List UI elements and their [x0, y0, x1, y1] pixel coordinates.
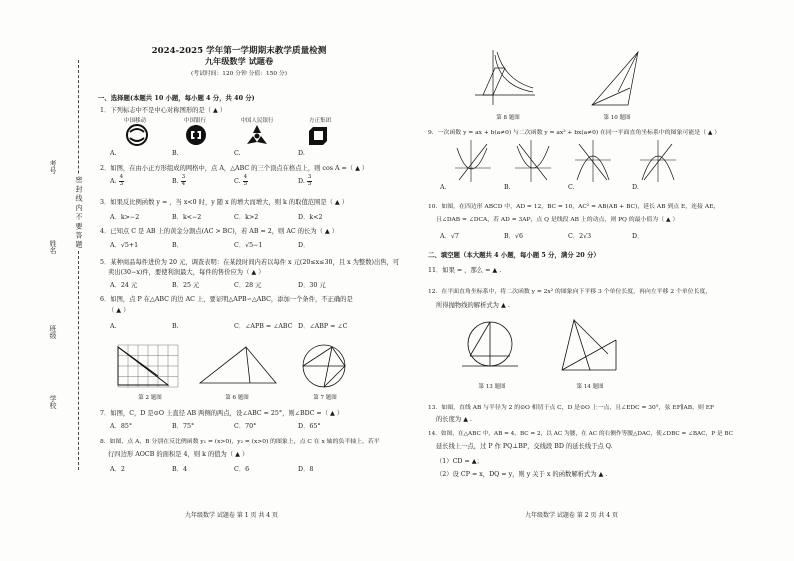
q12-stem: 12．在平面直角坐标系中，将二次函数 y = 2x² 的图象向下平移 3 个单位长度，再向左平移 2 个单位长度，: [428, 289, 712, 295]
q2-option-c[interactable]: C.: [234, 177, 241, 185]
q3-options: [110, 212, 323, 221]
figure-q13-circle: [462, 318, 518, 374]
q3-option-d[interactable]: D．k<2: [298, 214, 323, 221]
q9-graph-a: [455, 140, 491, 182]
q5-option-a[interactable]: A．24 元: [110, 282, 138, 289]
q2-options: [110, 175, 312, 187]
q5-option-b[interactable]: B．25 元: [172, 282, 200, 289]
peoples-bank-logo-icon: [246, 124, 268, 146]
founder-group-logo-icon: [308, 124, 330, 146]
bank-of-china-logo-icon: [185, 124, 207, 146]
caption-q10: 第 10 题图: [603, 115, 631, 121]
q7-option-a[interactable]: A．85°: [110, 423, 133, 430]
section2-heading: 二、填空题（本大题共 4 小题，每小题 5 分，满分 20 分）: [428, 251, 600, 259]
q3-option-a[interactable]: A．k>−2: [110, 214, 140, 221]
q1-stem: 1．下列标志中不是中心对称图形的是（ ▲ ）: [100, 107, 227, 114]
figure-q8-graph: [475, 50, 535, 105]
china-mobile-logo-icon: [126, 124, 148, 146]
q8-stem: 8．如图，点 A，B 分别在反比例函数 y₁ = (x>0)，y₂ = (x>0) 的图象上，点 C 在 x 轴的负半轴上，若平: [100, 439, 380, 445]
q9-graph-b: [515, 140, 551, 182]
logo-label-b: 中国银行: [183, 118, 206, 124]
q9-option-a[interactable]: A.: [440, 184, 447, 191]
q1-option-c[interactable]: C.: [234, 150, 241, 157]
caption-q14: 第 14 题图: [576, 384, 604, 390]
q8-option-d[interactable]: D．8: [298, 466, 314, 473]
exam-subtitle: 九年级数学 试题卷: [204, 56, 274, 66]
q2-option-a[interactable]: A.: [110, 177, 117, 185]
q4-option-d[interactable]: D．: [298, 242, 310, 249]
q3-option-b[interactable]: B．k<−2: [172, 214, 202, 221]
q3-stem: 3．如果反比例函数 y = ，当 x<0 时，y 随 x 的增大而增大，则 k 的取值范围是（ ▲ ）: [100, 199, 349, 206]
footer-page-1: 九年级数学 试题卷 第 1 页 共 4 页: [185, 512, 278, 519]
caption-q2: 第 2 题图: [138, 395, 162, 401]
q6-option-b[interactable]: B.: [172, 323, 179, 330]
caption-q6: 第 6 题图: [225, 395, 249, 401]
q8-stem-cont: 行四边形 AOCB 的面积是 4，则 k 的值为（ ▲ ）: [108, 451, 249, 458]
logo-label-d: 方正集团: [308, 118, 331, 124]
exam-meta: (考试时间：120 分钟 分值：150 分): [191, 71, 287, 77]
figure-q10-quad: [590, 50, 640, 108]
q10-option-c[interactable]: C．2√3: [568, 233, 592, 240]
q10-option-a[interactable]: A．√7: [440, 233, 459, 240]
q9-graph-d: [640, 140, 676, 182]
q6-option-c[interactable]: C．∠APB = ∠ABC: [234, 323, 293, 330]
q10-option-d[interactable]: D．: [632, 233, 644, 240]
q8-option-c[interactable]: C．6: [234, 466, 250, 473]
caption-q8: 第 8 题图: [496, 115, 520, 121]
q5-option-d[interactable]: D．30 元: [298, 282, 326, 289]
q8-option-b[interactable]: B．4: [172, 466, 187, 473]
q6-stem-cont: （ ▲ ）: [108, 307, 130, 314]
q4-option-c[interactable]: C．√5−1: [234, 242, 263, 249]
q1-option-a[interactable]: A.: [110, 150, 117, 157]
q1-options: [110, 150, 305, 157]
q7-option-c[interactable]: C．70°: [234, 423, 257, 430]
student-id-label: 考号: [49, 160, 57, 174]
q7-option-b[interactable]: B．75°: [172, 423, 195, 430]
footer-page-2: 九年级数学 试题卷 第 2 页 共 4 页: [525, 512, 618, 519]
q6-option-a[interactable]: A.: [110, 323, 117, 330]
exam-title: 2024-2025 学年第一学期期末教学质量检测: [151, 46, 327, 56]
q2-option-b[interactable]: B.: [172, 177, 179, 185]
q12-stem-cont: 所得抛物线的解析式为 ▲ .: [436, 302, 510, 309]
class-label: 班级: [49, 325, 57, 339]
q6-options: [110, 321, 347, 330]
q2-frac-a: $\frac{4}{3}$: [119, 174, 124, 187]
q3-option-c[interactable]: C．k>2: [234, 214, 259, 221]
q10-stem-cont: 且∠DAB = ∠DCA，若 AD = 3AP，点 Q 是线段 AB 上的动点，则 PQ 的最小值为（ ▲ ）: [436, 217, 679, 223]
q10-options: [440, 231, 643, 240]
q14-stem: 14．如图，在△ABC 中，AB = 4，BC = 2，以 AC 为腰，在 AC 的右侧作等腰△DAC，使∠DBC = ∠BAC，P 是 BC: [428, 431, 733, 437]
q13-stem: 13．如图，直线 AB 与半径为 2 的⊙O 相切于点 C，D 是⊙O 上一点，且∠EDC = 30°，弦 EF∥AB，则 EF: [428, 405, 715, 411]
q6-option-d[interactable]: D．∠ABP = ∠C: [298, 323, 348, 330]
q10-option-b[interactable]: B．√6: [504, 233, 523, 240]
q4-options: [110, 240, 309, 249]
q4-option-a[interactable]: A．√5+1: [110, 242, 139, 249]
seal-dashed-line: [78, 60, 79, 470]
q8-options: [110, 464, 313, 473]
figure-q6-triangle: [198, 345, 278, 387]
q2-option-d[interactable]: D.: [298, 177, 305, 185]
q9-graph-c: [575, 140, 611, 182]
caption-q13: 第 13 题图: [478, 384, 506, 390]
q5-option-c[interactable]: C．28 元: [234, 282, 262, 289]
q7-options: [110, 421, 321, 430]
q1-option-d[interactable]: D.: [298, 150, 305, 157]
q9-options: [440, 184, 639, 191]
q2-stem: 2．如图，在由小正方形组成的网格中，点 A，△ABC 的三个顶点在格点上，则 cos A =（ ▲ ）: [100, 165, 369, 172]
q9-stem: 9．一次函数 y = ax + b(a≠0) 与二次函数 y = ax² + bx(a≠0) 在同一平面直角坐标系中的图象可能是（ ▲ ）: [428, 130, 721, 136]
q2-frac-b: $\frac{3}{4}$: [181, 174, 186, 187]
q4-option-b[interactable]: B．: [172, 242, 183, 249]
logo-label-c: 中国人民银行: [240, 118, 274, 124]
figure-q7-circle: [300, 343, 348, 389]
q9-option-c[interactable]: C.: [568, 184, 575, 191]
q4-stem: 4．已知点 C 是 AB 上的黄金分割点(AC > BC)，若 AB = 2，则 AC 的长为（ ▲ ）: [100, 228, 339, 235]
caption-q7: 第 7 题图: [313, 395, 337, 401]
q7-option-d[interactable]: D．65°: [298, 423, 321, 430]
seal-notice: 密 封 线 内 不 要 答 题: [75, 176, 83, 248]
figure-q2-grid: [118, 345, 178, 387]
q1-option-b[interactable]: B.: [172, 150, 179, 157]
q9-option-b[interactable]: B.: [504, 184, 511, 191]
q2-frac-c: $\frac{4}{5}$: [243, 174, 248, 187]
q13-stem-cont: 的长度为 ▲ .: [436, 416, 473, 423]
logo-label-a: 中国移动: [123, 118, 146, 124]
q5-stem-cont: 卖出(30−x)件，要使利润最大，每件的售价应为（ ▲ ）: [108, 269, 265, 276]
q2-frac-d: $\frac{3}{5}$: [307, 174, 312, 187]
q8-option-a[interactable]: A．2: [110, 466, 125, 473]
q7-stem: 7．如图，C，D 是⊙O 上直径 AB 两侧的两点，设∠ABC = 25°，则∠BDC =（ ▲ ）: [100, 410, 344, 417]
q9-option-d[interactable]: D.: [632, 184, 639, 191]
q10-stem: 10．如图，在四边形 ABCD 中，AD = 12，BC = 10，AC² = AB(AB + BC)，延长 AB 到点 E，连接 AE，: [428, 204, 720, 210]
q5-options: [110, 280, 326, 289]
q14-part1: （1）CD = ▲；: [436, 458, 483, 465]
q14-part2: （2）设 CP = x，DQ = y，则 y 关于 x 的函数解析式为 ▲ .: [436, 471, 608, 478]
binding-margin: [0, 60, 105, 480]
q6-stem: 6．如图，点 P 在△ABC 的边 AC 上，要证明△APB∽△ABC，添加一个条件，不正确的是: [100, 296, 353, 303]
q11-stem: 11．如果 = ，那么 = ▲ .: [428, 267, 502, 274]
figure-q14-triangle: [560, 318, 622, 376]
name-label: 姓名: [49, 240, 57, 254]
q14-stem-cont: 延长线上一点，过 P 作 PQ⊥BP，交线段 BD 的延长线于点 Q.: [436, 443, 613, 450]
section1-heading: 一、选择题(本题共 10 小题，每小题 4 分，共 40 分): [98, 94, 255, 102]
school-label: 学校: [49, 395, 57, 409]
q5-stem: 5．某种商品每件进价为 20 元，调查表明：在某段时间内若以每件 x 元(20≤x≤30，且 x 为整数)出售，可: [100, 259, 400, 266]
